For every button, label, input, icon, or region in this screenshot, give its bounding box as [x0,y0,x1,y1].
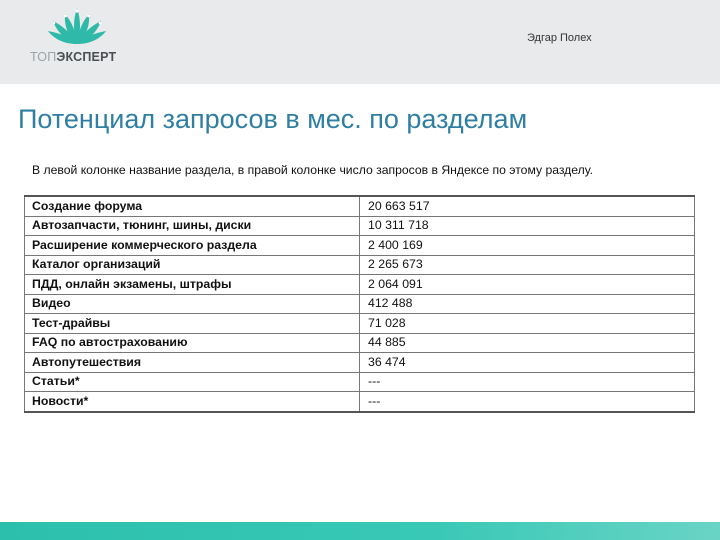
table-row [25,333,695,353]
logo-text-light: ТОП [30,50,57,64]
section-name: Создание форума [25,196,360,216]
section-name: Расширение коммерческого раздела [25,236,360,256]
query-count: --- [360,392,695,412]
table-row [25,216,695,236]
table-row [25,353,695,373]
section-name: Каталог организаций [25,255,360,275]
query-count: 36 474 [360,353,695,373]
table-row [25,236,695,256]
slide-header [0,0,720,84]
slide-title: Потенциал запросов в мес. по разделам [18,104,528,134]
query-count: 412 488 [360,294,695,314]
table-row [25,196,695,216]
table-row [25,294,695,314]
query-count: 44 885 [360,333,695,353]
query-count: 20 663 517 [360,196,695,216]
table-row [25,314,695,334]
table-row [25,275,695,295]
footer-bar [0,522,720,540]
section-name: Видео [25,294,360,314]
table-row [25,255,695,275]
logo-wordmark [30,50,130,64]
lotus-logo-icon [46,6,108,46]
intro-text: В левой колонке название раздела, в правой колонке число запросов в Яндексе по этому разделу. [32,163,594,177]
query-count: 10 311 718 [360,216,695,236]
queries-table [24,195,695,413]
section-name: ПДД, онлайн экзамены, штрафы [25,275,360,295]
table-row [25,392,695,412]
section-name: Автозапчасти, тюнинг, шины, диски [25,216,360,236]
query-count: --- [360,372,695,392]
query-count: 71 028 [360,314,695,334]
query-count: 2 400 169 [360,236,695,256]
query-count: 2 265 673 [360,255,695,275]
section-name: Статьи* [25,372,360,392]
section-name: FAQ по автострахованию [25,333,360,353]
logo-text-bold: ЭКСПЕРТ [56,50,117,64]
section-name: Автопутешествия [25,353,360,373]
section-name: Тест-драйвы [25,314,360,334]
table-row [25,372,695,392]
author-name: Эдгар Полех [527,32,592,44]
company-logo [30,6,130,64]
section-name: Новости* [25,392,360,412]
query-count: 2 064 091 [360,275,695,295]
